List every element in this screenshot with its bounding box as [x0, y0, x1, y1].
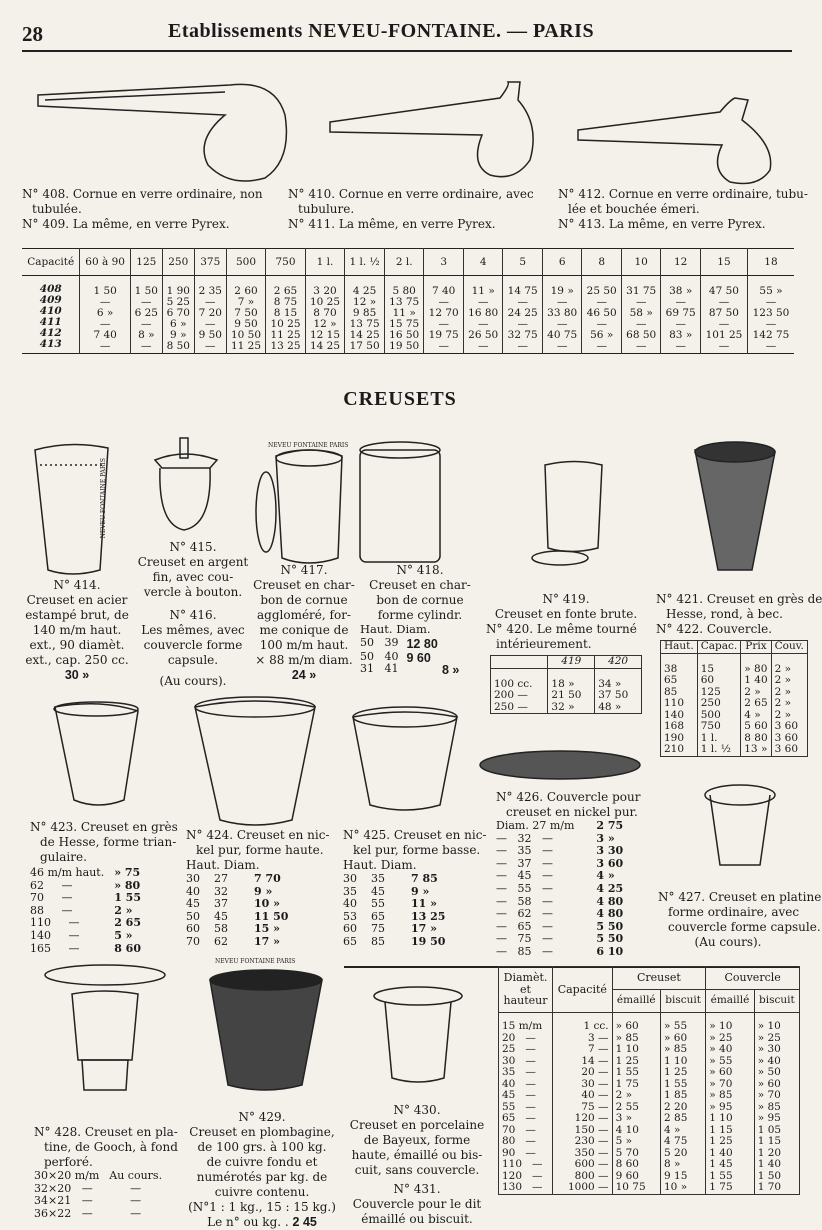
- crucible-417-drawing: [256, 450, 342, 563]
- crucible-428-drawing: [45, 965, 165, 1090]
- section-title: CREUSETS: [343, 388, 457, 410]
- crucible-419-drawing: [532, 462, 602, 566]
- retort-illustrations: [30, 70, 800, 185]
- caption-412: N° 412. Cornue en verre ordinaire, tubu- lée et bouchée émeri. N° 413. La même, en verre Pyrex.: [558, 187, 808, 231]
- crucible-427-drawing: [705, 785, 775, 865]
- price-429: 2 45: [292, 1215, 317, 1229]
- retort-408-drawing: [38, 84, 286, 181]
- retort-table-body: 408 409 410 411 412 413 1 50 — 6 » — 7 40 — 1 50 — 6 25 — 8 » — 1 90 5 25 6 70 6 » 9 » 8 50 2 35 — 7 20 — 9 50 — 2 60 7 » 7 50 9 50 10 50 11 25 2 65 8 75 8 15 10 25 11 25 13 25 3 20 10 25 8 70 12 » 12 15 14 25 4 25 12 » 9 85 13 75 14 25 17 50 5 80 13 75 11 » 15 75 16 50 19 50 7 40 — 12 70 — 19 75 — 11 » — 16 80 — 26 50 — 14 75 — 24 25 — 32 75 — 19 » — 33 80 — 40 75 — 25 50 — 46 50 — 56 » — 31 75 — 58 » — 68 50 — 38 » — 69 75 — 83 » — 47 50 — 87 50 — 101 25 — 55 » — 123 50 — 142 75 —: [22, 276, 794, 354]
- caption-430: N° 430. Creuset en porcelaine de Bayeux, forme haute, émaillé ou bis- cuit, sans couvercle. N° 431. Couvercle pour le dit émaillé ou biscuit.: [349, 1103, 485, 1226]
- retort-410-drawing: [330, 82, 533, 177]
- crucible-429-drawing: [210, 970, 322, 1090]
- crucible-418-drawing: [360, 442, 440, 562]
- page-title: Etablissements NEVEU-FONTAINE. — PARIS: [168, 20, 595, 42]
- crucible-423-drawing: [54, 702, 138, 805]
- crucible-424-drawing: [195, 697, 315, 825]
- caption-424: N° 424. Creuset en nic- kel pur, forme haute. Haut. Diam. 30 27 40 32 45 37 50 45 60 58 70 62 7 70 9 » 10 » 11 50 15 » 17 »: [186, 828, 330, 948]
- caption-417: N° 417. Creuset en char- bon de cornue aggloméré, for- me conique de 100 m/m haut. × 88 m/m diam. 24 »: [246, 563, 362, 682]
- caption-415: N° 415. Creuset en argent fin, avec cou- vercle à bouton. N° 416. Les mêmes, avec couvercle forme capsule. (Au cours).: [137, 540, 249, 688]
- caption-418: N° 418. Creuset en char- bon de cornue forme cylindr. Haut. Diam. 50 39 12 80 50 40 31 41 9 60 8 »: [360, 563, 471, 677]
- caption-419: N° 419. Creuset en fonte brute. N° 420. Le même tourné intérieurement.: [486, 592, 638, 651]
- lid-426-drawing: [480, 751, 640, 779]
- crucible-425-drawing: [353, 707, 457, 810]
- header-rule: [22, 50, 792, 52]
- table-430: Diamèt. et hauteur Capacité Creuset Couvercle émaillé biscuit émaillé biscuit 15 m/m 20 — 25 — 30 — 35 — 40 — 45 — 55 — 65 — 70 — 80 — 90 — 110 — 120 — 130 — 1 cc. 3 — 7 — 14 — 20 — 30 — 40 — 75 — 120 — 150 — 230 — 350 — 600 — 800 — 1000 — » 60 » 85 1 10 1 25 1 55 1 75 2 » 2 55 3 » 4 10 5 » 5 70 8 60 9 60 10 75 » 55 » 60 » 85 1 10 1 25 1 55 1 85 2 20 2 85 4 » 4 75 5 20 8 » 9 15 10 » » 10 » 25 » 40 » 55 » 60 » 70 » 85 » 95 1 10 1 15 1 25 1 40 1 45 1 55 1 75 » 10 » 25 » 30 » 40 » 50 » 60 » 70 » 85 » 95 1 05 1 15 1 20 1 40 1 50 1 70: [498, 966, 800, 1195]
- crucible-415-drawing: [155, 438, 217, 530]
- crucible-414-drawing: [35, 444, 108, 574]
- caption-429: N° 429. Creuset en plombagine, de 100 grs. à 100 kg. de cuivre fondu et numérotés par kg. de cuivre contenu. (N°1 : 1 kg., 15 : 15 kg.) Le n° ou kg. . 2 45: [188, 1110, 336, 1229]
- crucible-421-drawing: [695, 442, 775, 570]
- crucible-430-drawing: [374, 987, 462, 1082]
- retort-412-drawing: [578, 98, 771, 184]
- price-414: 30 »: [64, 668, 90, 682]
- retort-price-table: [22, 248, 794, 354]
- caption-428: N° 428. Creuset en pla- tine, de Gooch, à fond perforé. 30×20 m/m 32×20 — 34×21 — 36×22 — Au cours. — — —: [34, 1125, 178, 1220]
- stamp-414: NEVEU FONTAINE PARIS: [100, 458, 107, 539]
- stamp-417: NEVEU FONTAINE PARIS: [268, 442, 349, 449]
- caption-425: N° 425. Creuset en nic- kel pur, forme basse. Haut. Diam. 30 35 35 45 40 55 53 65 60 75 65 85 7 85 9 » 11 » 13 25 17 » 19 50: [343, 828, 487, 948]
- table-421: Haut. Capac. Prix Couv. 38 65 85 110 140 168 190 210 15 60 125 250 500 750 1 l. 1 l. ½ » 80 1 40 2 » 2 65 4 » 5 60 8 80 13 » 2 » 2 » 2 » 2 » 2 » 3 60 3 60 3 60: [660, 640, 808, 757]
- price-417: 24 »: [291, 668, 317, 682]
- retort-table-header: Capacité 60 à 90 125 250 375 500 750 1 l. 1 l. ½ 2 l. 3 4 5 6 8 10 12 15 18: [22, 249, 794, 276]
- caption-421: N° 421. Creuset en grès de Hesse, rond, à bec. N° 422. Couvercle.: [656, 592, 822, 636]
- stamp-429: NEVEU FONTAINE PARIS: [215, 958, 296, 965]
- caption-410: N° 410. Cornue en verre ordinaire, avec tubulure. N° 411. La même, en verre Pyrex.: [288, 187, 534, 231]
- page-number: 28: [22, 22, 43, 46]
- caption-423: N° 423. Creuset en grès de Hesse, forme trian- gulaire. 46 m/m haut. 62 — 70 — 88 — 110 — 140 — 165 — » 75 » 80 1 55 2 » 2 65 5 » 8 60: [30, 820, 178, 955]
- caption-408: N° 408. Cornue en verre ordinaire, non tubulée. N° 409. La même, en verre Pyrex.: [22, 187, 263, 231]
- caption-426: N° 426. Couvercle pour creuset en nickel pur. Diam. 27 m/m — 32 — — 35 — — 37 — — 45 — — 55 — — 58 — — 62 — — 65 — — 75 — — 85 — 2 75 3 » 3 30 3 60 4 » 4 25 4 80 4 80 5 50 5 50 6 10: [496, 790, 641, 958]
- crucible-row3-illustrations: [20, 960, 500, 1110]
- caption-427: N° 427. Creuset en platine forme ordinaire, avec couvercle forme capsule. (Au cours).: [658, 890, 822, 949]
- caption-414: N° 414. Creuset en acier estampé brut, de 140 m/m haut. ext., 90 diamèt. ext., cap. 250 cc. 30 »: [18, 578, 136, 682]
- table-419: 419 420 100 cc. 200 — 250 — 18 » 21 50 32 » 34 » 37 50 48 »: [490, 655, 642, 714]
